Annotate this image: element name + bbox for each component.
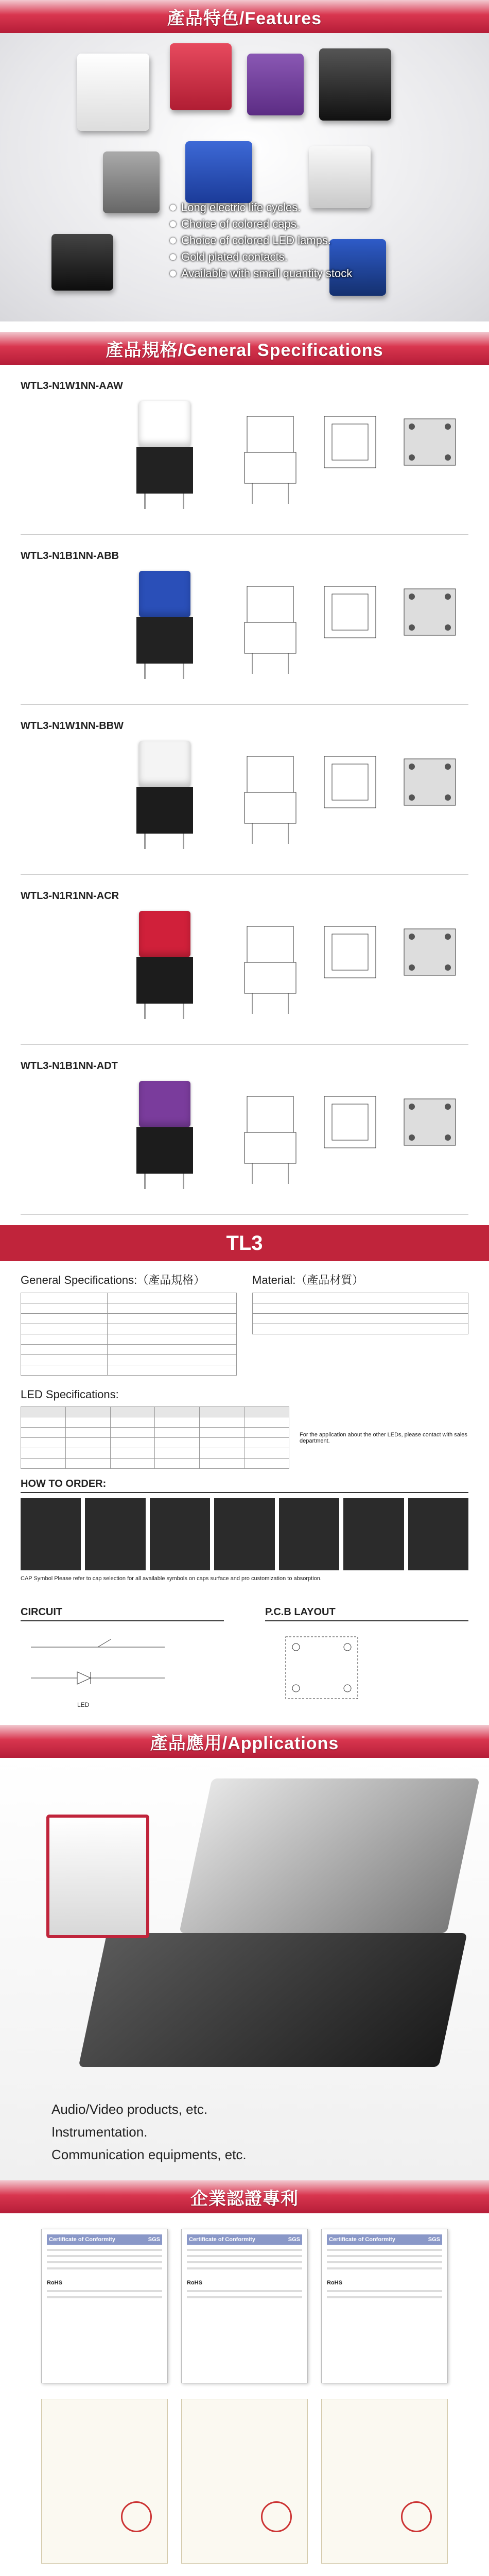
applications-title: 產品應用/Applications: [150, 1733, 339, 1753]
applications-image: [0, 1758, 489, 2180]
model-code: WTL3-N1B1NN-ABB: [21, 550, 119, 562]
applications-banner: [0, 1725, 489, 1758]
dimension-drawing: [237, 1091, 304, 1189]
dimension-drawing: [237, 411, 304, 509]
cap-blue: [185, 141, 252, 203]
model-code: WTL3-N1W1NN-BBW: [21, 720, 124, 732]
led-spec-title: LED Specifications:: [21, 1388, 119, 1401]
cert-grid: [0, 2213, 489, 2399]
model-photo: [129, 741, 201, 849]
top-view-drawing: [319, 581, 381, 643]
pcb-title: P.C.B LAYOUT: [265, 1606, 468, 1621]
model-row: [0, 365, 489, 535]
model-row: [0, 535, 489, 705]
model-photo: [129, 401, 201, 509]
model-row: [0, 705, 489, 875]
order-title: HOW TO ORDER:: [21, 1478, 468, 1493]
mixer-console: [179, 1778, 480, 1933]
dimension-drawing: [237, 751, 304, 849]
model-row: [0, 1045, 489, 1215]
circuit-diagram: [21, 1626, 175, 1699]
dimension-drawing: [237, 581, 304, 679]
model-code: WTL3-N1B1NN-ADT: [21, 1060, 118, 1072]
brand-logo: TL3: [226, 1231, 263, 1255]
app-line: Audio/Video products, etc.: [51, 2102, 208, 2117]
led-note: For the application about the other LEDs, please contact with sales department.: [300, 1431, 467, 1444]
certificate: Certificate of Conformity SGS RoHS: [181, 2229, 308, 2383]
feature-item: Choice of colored caps.: [170, 217, 355, 231]
feature-item: Available with small quantity stock: [170, 267, 355, 280]
patent-cert: [321, 2399, 448, 2564]
pin-view-drawing: [396, 581, 463, 643]
circuit-title: CIRCUIT: [21, 1606, 224, 1621]
cap-red: [170, 43, 232, 110]
order-code-diagram: [21, 1498, 468, 1570]
order-note: CAP Symbol Please refer to cap selection for all available symbols on caps surface and pro customization to absorption.: [21, 1575, 322, 1582]
specs-title: 產品規格/General Specifications: [106, 340, 383, 360]
spec-details: [0, 1261, 489, 1725]
cap-closeup: [46, 1815, 149, 1938]
cap-black: [319, 48, 391, 121]
top-view-drawing: [319, 1091, 381, 1153]
dimension-drawing: [237, 921, 304, 1019]
led-label: LED: [77, 1701, 90, 1708]
app-text: [51, 2098, 247, 2166]
model-photo: [129, 911, 201, 1019]
material-table: [252, 1293, 468, 1334]
feature-item: Long electric life cycles.: [170, 201, 355, 214]
brand-bar: [0, 1225, 489, 1261]
app-line: Communication equipments, etc.: [51, 2147, 247, 2162]
top-view-drawing: [319, 751, 381, 813]
pin-view-drawing: [396, 1091, 463, 1153]
patent-cert: [181, 2399, 308, 2564]
model-code: WTL3-N1R1NN-ACR: [21, 890, 119, 902]
material-title: Material:（產品材質）: [252, 1274, 364, 1286]
led-spec-table: [21, 1406, 289, 1469]
features-banner: [0, 0, 489, 33]
features-title: 產品特色/Features: [167, 8, 322, 28]
specs-banner: [0, 332, 489, 365]
pin-view-drawing: [396, 751, 463, 813]
general-spec-title: General Specifications:（產品規格）: [21, 1274, 205, 1286]
model-row: [0, 875, 489, 1045]
certs-banner: [0, 2180, 489, 2213]
app-line: Instrumentation.: [51, 2124, 148, 2140]
cap-gray: [103, 151, 160, 213]
cap-dark: [51, 234, 113, 291]
pin-view-drawing: [396, 921, 463, 983]
model-list: [0, 365, 489, 1215]
certs-title: 企業認證專利: [190, 2189, 299, 2209]
hero-image: [0, 33, 489, 321]
patent-grid: [0, 2399, 489, 2576]
certificate: Certificate of Conformity SGS RoHS: [41, 2229, 168, 2383]
certificate: Certificate of Conformity SGS RoHS: [321, 2229, 448, 2383]
feature-item: Gold plated contacts.: [170, 250, 355, 264]
cap-white: [77, 54, 149, 131]
patent-cert: [41, 2399, 168, 2564]
feature-list: [170, 198, 355, 283]
model-photo: [129, 1081, 201, 1189]
feature-item: Choice of colored LED lamps.: [170, 234, 355, 247]
general-spec-table: [21, 1293, 237, 1376]
pcb-layout: [265, 1626, 378, 1709]
cap-purple: [247, 54, 304, 115]
top-view-drawing: [319, 921, 381, 983]
model-photo: [129, 571, 201, 679]
model-code: WTL3-N1W1NN-AAW: [21, 380, 123, 392]
top-view-drawing: [319, 411, 381, 473]
pin-view-drawing: [396, 411, 463, 473]
control-panel: [78, 1933, 467, 2067]
